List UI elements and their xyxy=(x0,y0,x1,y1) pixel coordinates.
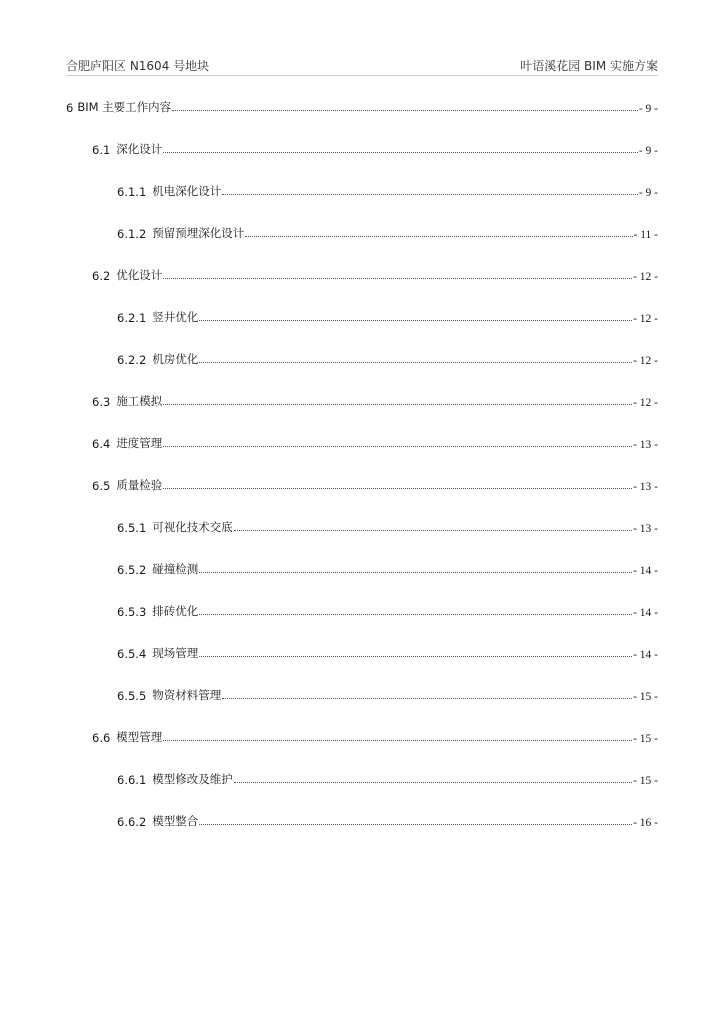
toc-number: 6.6.1 xyxy=(117,773,147,787)
toc-number: 6.5.4 xyxy=(117,647,147,661)
toc-page-number: - 14 - xyxy=(633,565,658,577)
toc-number: 6.5.5 xyxy=(117,689,147,703)
toc-number: 6.2.1 xyxy=(117,311,147,325)
toc-page-number: - 13 - xyxy=(633,523,658,535)
toc-leader xyxy=(199,572,632,573)
toc-page-number: - 11 - xyxy=(633,229,658,241)
toc-number: 6.5.1 xyxy=(117,521,147,535)
toc-title: BIM 主要工作内容 xyxy=(77,100,172,114)
toc-number: 6.1.2 xyxy=(117,227,147,241)
toc-page-number: - 12 - xyxy=(633,271,658,283)
toc-leader xyxy=(163,740,632,741)
toc-leader xyxy=(222,194,638,195)
toc-title: 碰撞检测 xyxy=(152,562,199,576)
toc-number: 6.1.1 xyxy=(117,185,147,199)
toc-title: 可视化技术交底 xyxy=(152,520,233,534)
toc-title: 预留预埋深化设计 xyxy=(152,226,245,240)
toc-number: 6.1 xyxy=(92,143,111,157)
toc-entry[interactable] xyxy=(92,265,658,283)
toc-page-number: - 15 - xyxy=(633,775,658,787)
toc-title: 物资材料管理 xyxy=(152,688,222,702)
toc-leader xyxy=(163,152,638,153)
toc-page-number: - 12 - xyxy=(633,397,658,409)
toc-entry[interactable] xyxy=(117,559,658,577)
toc-leader xyxy=(245,236,632,237)
toc-entry[interactable] xyxy=(117,223,658,241)
toc-title: 质量检验 xyxy=(116,478,163,492)
toc-leader xyxy=(163,488,632,489)
toc-entry[interactable] xyxy=(92,727,658,745)
toc-page-number: - 13 - xyxy=(633,481,658,493)
toc-page-number: - 12 - xyxy=(633,313,658,325)
toc-entry[interactable] xyxy=(117,517,658,535)
toc-leader xyxy=(163,446,632,447)
toc-title: 优化设计 xyxy=(116,268,163,282)
toc-number: 6.5 xyxy=(92,479,111,493)
toc-page-number: - 15 - xyxy=(633,733,658,745)
toc-leader xyxy=(199,824,632,825)
toc-number: 6.5.2 xyxy=(117,563,147,577)
toc-number: 6.6.2 xyxy=(117,815,147,829)
toc-title: 模型管理 xyxy=(116,730,163,744)
toc-page-number: - 14 - xyxy=(633,649,658,661)
toc-title: 排砖优化 xyxy=(152,604,199,618)
toc-page-number: - 9 - xyxy=(638,103,658,115)
toc-leader xyxy=(172,110,638,111)
toc-page-number: - 9 - xyxy=(638,187,658,199)
toc-entry[interactable] xyxy=(117,811,658,829)
toc-leader xyxy=(199,656,632,657)
toc-entry[interactable] xyxy=(92,139,658,157)
toc-entry[interactable] xyxy=(92,433,658,451)
toc-title: 深化设计 xyxy=(116,142,163,156)
toc-title: 机房优化 xyxy=(152,352,199,366)
toc-entry[interactable] xyxy=(117,181,658,199)
toc-entry[interactable] xyxy=(92,391,658,409)
toc-entry[interactable] xyxy=(117,769,658,787)
toc-page-number: - 14 - xyxy=(633,607,658,619)
toc-number: 6.2.2 xyxy=(117,353,147,367)
toc-entry[interactable] xyxy=(117,307,658,325)
toc-leader xyxy=(222,698,632,699)
toc-number: 6.4 xyxy=(92,437,111,451)
toc-entry[interactable] xyxy=(117,601,658,619)
toc-number: 6.3 xyxy=(92,395,111,409)
toc-entry[interactable] xyxy=(117,349,658,367)
toc-page-number: - 15 - xyxy=(633,691,658,703)
page-header xyxy=(66,55,658,76)
toc-entry[interactable] xyxy=(117,643,658,661)
toc-number: 6.6 xyxy=(92,731,111,745)
header-right-text: 叶语溪花园 BIM 实施方案 xyxy=(520,59,658,73)
toc-leader xyxy=(234,530,632,531)
toc-title: 施工模拟 xyxy=(116,394,163,408)
toc-number: 6.2 xyxy=(92,269,111,283)
toc-entry[interactable] xyxy=(92,475,658,493)
toc-number: 6.5.3 xyxy=(117,605,147,619)
toc-leader xyxy=(199,362,632,363)
header-left-text: 合肥庐阳区 N1604 号地块 xyxy=(66,59,210,73)
toc-title: 进度管理 xyxy=(116,436,163,450)
toc-page-number: - 16 - xyxy=(633,817,658,829)
toc-leader xyxy=(199,614,632,615)
toc-entry[interactable] xyxy=(66,97,658,115)
toc-title: 竖井优化 xyxy=(152,310,199,324)
toc-number: 6 xyxy=(66,101,74,115)
toc-leader xyxy=(163,278,632,279)
toc-title: 现场管理 xyxy=(152,646,199,660)
toc-title: 模型整合 xyxy=(152,814,199,828)
toc-leader xyxy=(234,782,632,783)
toc-page-number: - 13 - xyxy=(633,439,658,451)
toc-title: 机电深化设计 xyxy=(152,184,222,198)
toc-leader xyxy=(199,320,632,321)
toc-page-number: - 12 - xyxy=(633,355,658,367)
toc-title: 模型修改及维护 xyxy=(152,772,233,786)
toc-entry[interactable] xyxy=(117,685,658,703)
toc-page-number: - 9 - xyxy=(638,145,658,157)
toc-leader xyxy=(163,404,632,405)
